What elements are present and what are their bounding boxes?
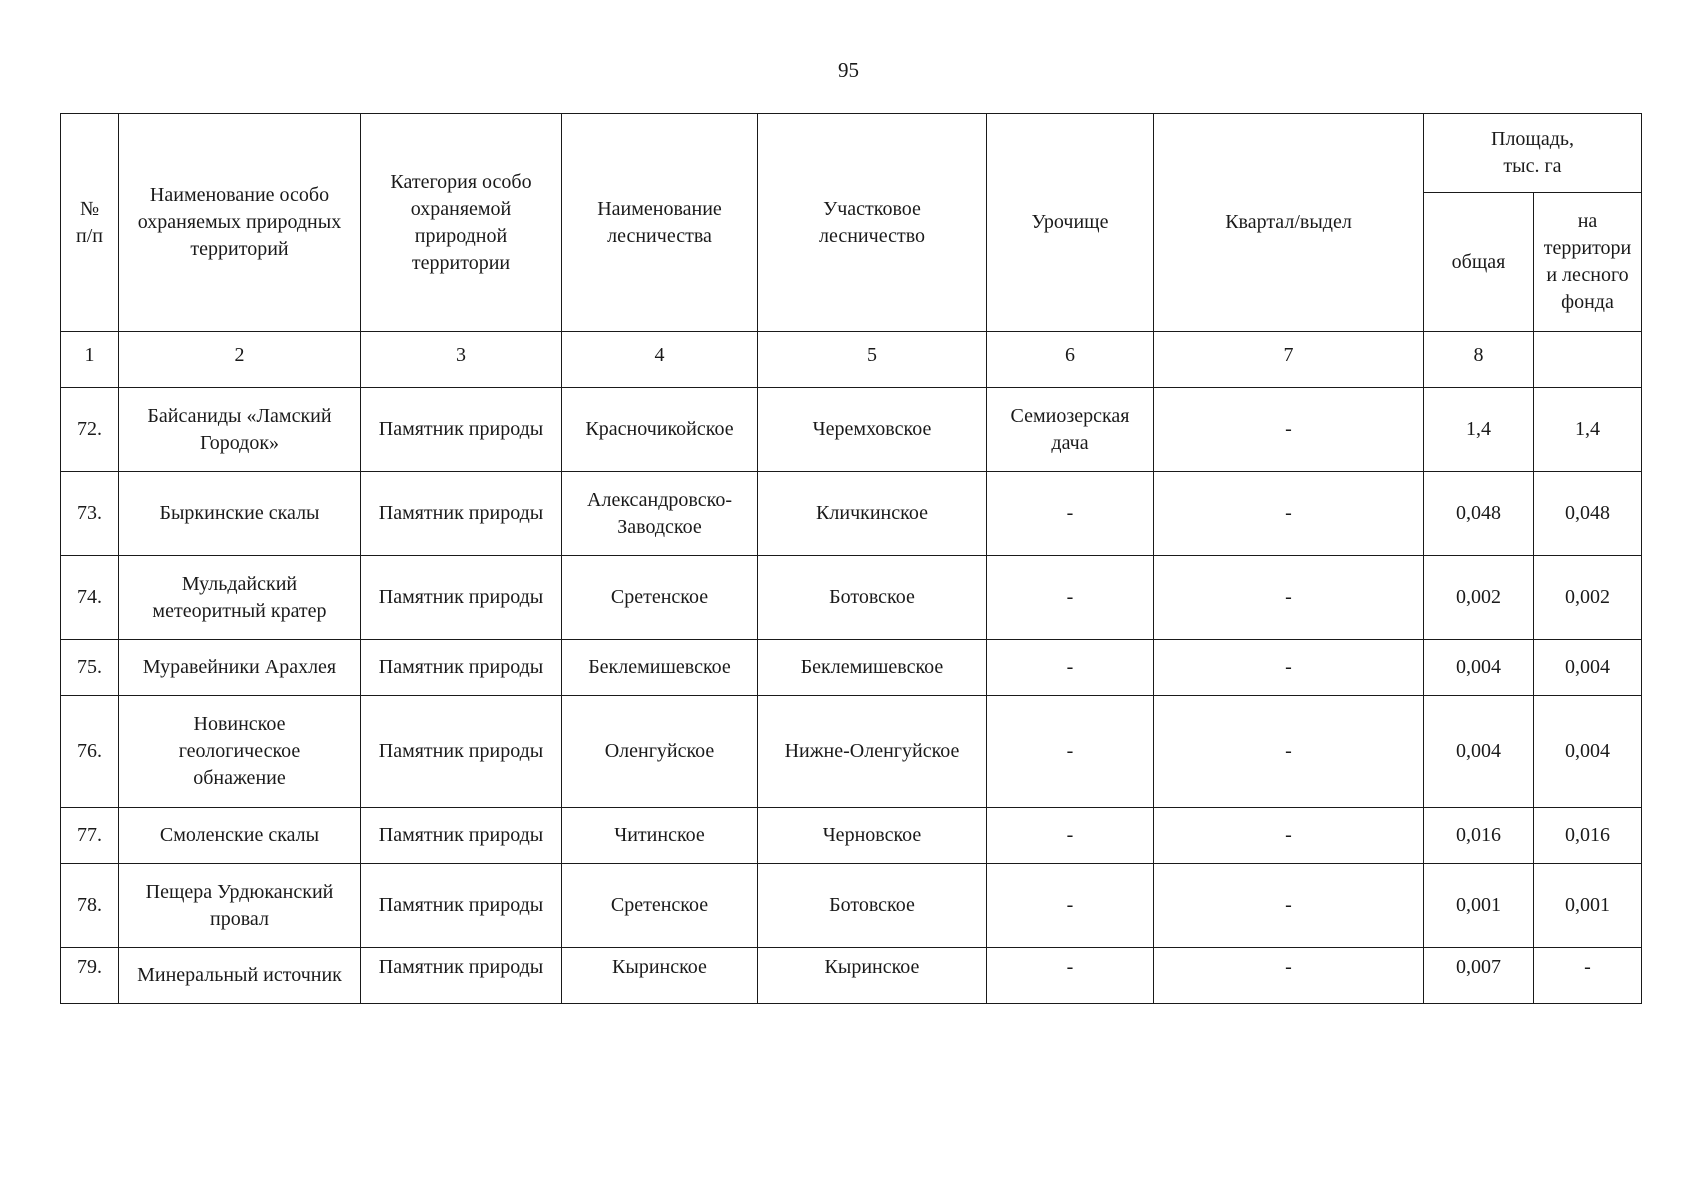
column-number: 5 [758, 332, 987, 388]
quarter: - [1154, 472, 1424, 556]
tract: - [987, 696, 1154, 808]
area-category: Памятник природы [361, 472, 562, 556]
tract: - [987, 864, 1154, 948]
quarter: - [1154, 948, 1424, 1004]
area-total: 1,4 [1424, 388, 1534, 472]
row-number: 78. [61, 864, 119, 948]
district-forestry: Кыринское [758, 948, 987, 1004]
district-forestry: Черемховское [758, 388, 987, 472]
header-row [61, 114, 1642, 193]
table-row [61, 556, 1642, 640]
area-category: Памятник природы [361, 640, 562, 696]
header-number: № п/п [61, 114, 119, 332]
area-forest: 1,4 [1534, 388, 1642, 472]
forestry-name: Беклемишевское [562, 640, 758, 696]
table-row [61, 472, 1642, 556]
tract: - [987, 640, 1154, 696]
area-forest: - [1534, 948, 1642, 1004]
area-name: Мульдайский метеоритный кратер [119, 556, 361, 640]
column-number: 3 [361, 332, 562, 388]
area-name: Байсаниды «Ламский Городок» [119, 388, 361, 472]
area-name: Смоленские скалы [119, 808, 361, 864]
district-forestry: Кличкинское [758, 472, 987, 556]
tract: Семиозерская дача [987, 388, 1154, 472]
header-district-forestry: Участковое лесничество [758, 114, 987, 332]
table-row [61, 640, 1642, 696]
forestry-name: Александровско- Заводское [562, 472, 758, 556]
area-category: Памятник природы [361, 556, 562, 640]
table-row [61, 948, 1642, 1004]
header-name: Наименование особо охраняемых природных территорий [119, 114, 361, 332]
area-category: Памятник природы [361, 864, 562, 948]
area-total: 0,002 [1424, 556, 1534, 640]
table-row [61, 388, 1642, 472]
column-number: 4 [562, 332, 758, 388]
forestry-name: Сретенское [562, 864, 758, 948]
area-forest: 0,016 [1534, 808, 1642, 864]
quarter: - [1154, 388, 1424, 472]
area-total: 0,048 [1424, 472, 1534, 556]
area-total: 0,001 [1424, 864, 1534, 948]
district-forestry: Ботовское [758, 556, 987, 640]
district-forestry: Нижне-Оленгуйское [758, 696, 987, 808]
column-number: 8 [1424, 332, 1534, 388]
forestry-name: Оленгуйское [562, 696, 758, 808]
page-number: 95 [838, 58, 859, 82]
area-forest: 0,048 [1534, 472, 1642, 556]
area-total: 0,004 [1424, 696, 1534, 808]
header-area-total: общая [1424, 193, 1534, 332]
column-number: 6 [987, 332, 1154, 388]
tract: - [987, 808, 1154, 864]
row-number: 79. [61, 948, 119, 1004]
district-forestry: Ботовское [758, 864, 987, 948]
area-forest: 0,004 [1534, 696, 1642, 808]
column-numbers-row [61, 332, 1642, 388]
district-forestry: Черновское [758, 808, 987, 864]
quarter: - [1154, 696, 1424, 808]
row-number: 76. [61, 696, 119, 808]
area-forest: 0,004 [1534, 640, 1642, 696]
quarter: - [1154, 808, 1424, 864]
forestry-name: Кыринское [562, 948, 758, 1004]
area-total: 0,004 [1424, 640, 1534, 696]
area-name: Минеральный источник [119, 948, 361, 1004]
row-number: 77. [61, 808, 119, 864]
row-number: 74. [61, 556, 119, 640]
area-category: Памятник природы [361, 808, 562, 864]
column-number: 1 [61, 332, 119, 388]
tract: - [987, 948, 1154, 1004]
area-total: 0,016 [1424, 808, 1534, 864]
header-area-forest: на территори и лесного фонда [1534, 193, 1642, 332]
row-number: 72. [61, 388, 119, 472]
area-category: Памятник природы [361, 388, 562, 472]
quarter: - [1154, 640, 1424, 696]
forestry-name: Красночикойское [562, 388, 758, 472]
header-quarter: Квартал/выдел [1154, 114, 1424, 332]
column-number: 2 [119, 332, 361, 388]
tract: - [987, 472, 1154, 556]
header-tract: Урочище [987, 114, 1154, 332]
district-forestry: Беклемишевское [758, 640, 987, 696]
row-number: 73. [61, 472, 119, 556]
table-row [61, 696, 1642, 808]
area-forest: 0,001 [1534, 864, 1642, 948]
forestry-name: Сретенское [562, 556, 758, 640]
area-name: Муравейники Арахлея [119, 640, 361, 696]
tract: - [987, 556, 1154, 640]
quarter: - [1154, 864, 1424, 948]
column-number: 7 [1154, 332, 1424, 388]
area-name: Быркинские скалы [119, 472, 361, 556]
area-category: Памятник природы [361, 948, 562, 1004]
protected-areas-table [60, 113, 1642, 1004]
forestry-name: Читинское [562, 808, 758, 864]
area-name: Новинское геологическое обнажение [119, 696, 361, 808]
table-row [61, 808, 1642, 864]
row-number: 75. [61, 640, 119, 696]
area-total: 0,007 [1424, 948, 1534, 1004]
area-forest: 0,002 [1534, 556, 1642, 640]
area-name: Пещера Урдюканский провал [119, 864, 361, 948]
area-category: Памятник природы [361, 696, 562, 808]
table-row [61, 864, 1642, 948]
header-forestry: Наименование лесничества [562, 114, 758, 332]
header-area: Площадь, тыс. га [1424, 114, 1642, 193]
quarter: - [1154, 556, 1424, 640]
column-number [1534, 332, 1642, 388]
header-category: Категория особо охраняемой природной территории [361, 114, 562, 332]
